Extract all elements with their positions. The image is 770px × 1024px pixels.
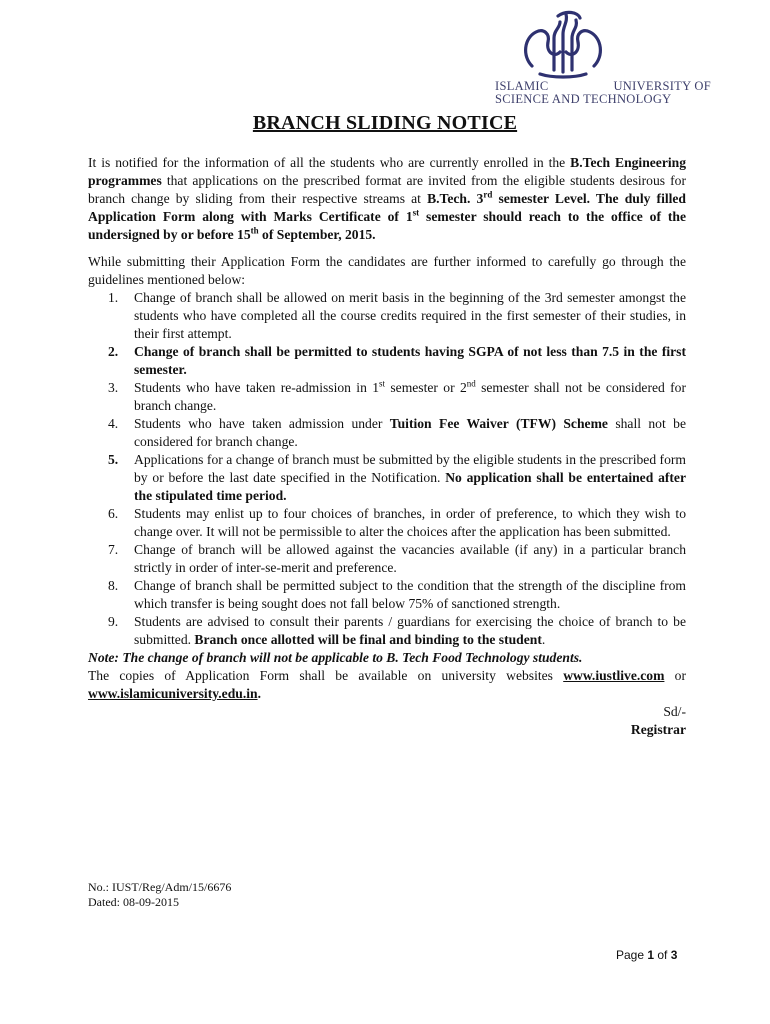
intro-paragraph bbox=[88, 154, 686, 244]
reference-block bbox=[88, 880, 231, 910]
guideline-item: 6. Students may enlist up to four choices of branches, in order of preference, to which they wish to change over. It will not be permissible to alter the choices after the application has been submitted. bbox=[108, 506, 686, 539]
guideline-item: 1. Change of branch shall be allowed on merit basis in the beginning of the 3rd semester amongst the students who have completed all the course credits required in the first semester of their studies, in their first attempt. bbox=[108, 290, 686, 341]
university-name-line1b: UNIVERSITY OF bbox=[613, 79, 711, 93]
guidelines-list bbox=[88, 289, 686, 649]
university-name-line1a: ISLAMIC bbox=[495, 79, 549, 93]
reference-date: Dated: 08-09-2015 bbox=[88, 895, 179, 909]
guideline-item: 2. Change of branch shall be permitted to students having SGPA of not less than 7.5 in the first semester. bbox=[108, 344, 686, 377]
intro-programme: B.Tech Engineering programmes bbox=[88, 155, 687, 188]
guideline-item: 3. Students who have taken re-admission in 1st semester or 2nd semester shall not be considered for branch change. bbox=[108, 378, 686, 413]
copies-paragraph: The copies of Application Form shall be available on university websites www.iustlive.com or www.islamicuniversity.edu.in. bbox=[88, 668, 686, 701]
university-name-line2: SCIENCE AND TECHNOLOGY bbox=[495, 92, 672, 106]
intro-text-2: that applications on the prescribed format are invited from the eligible students desirous for branch change by sliding from their respective streams at bbox=[88, 173, 686, 206]
guidelines-intro: While submitting their Application Form the candidates are further informed to carefully go through the guidelines mentioned below: bbox=[88, 254, 686, 287]
guideline-item: 8. Change of branch shall be permitted subject to the condition that the strength of the discipline from which transfer is being sought does not fall below 75% of sanctioned strength. bbox=[108, 578, 686, 611]
signature-block bbox=[88, 703, 686, 739]
intro-text-1: It is notified for the information of all the students who are currently enrolled in the bbox=[88, 155, 571, 170]
guideline-item: 4. Students who have taken admission under Tuition Fee Waiver (TFW) Scheme shall not be considered for branch change. bbox=[108, 416, 686, 449]
reference-number: No.: IUST/Reg/Adm/15/6676 bbox=[88, 880, 232, 894]
intro-deadline: B.Tech. 3rd semester Level. The duly filled Application Form along with Marks Certificate of 1st semester should reach to the office of the undersigned by or before 15th of September, 2015. bbox=[88, 189, 686, 242]
page-number: Page 1 of 3 bbox=[616, 948, 678, 962]
guideline-item: 5. Applications for a change of branch must be submitted by the eligible students in the prescribed form by or before the last date specified in the Notification. No application shall be entertained after the stipulated time period. bbox=[108, 452, 686, 503]
iustlive-link[interactable]: www.iustlive.com bbox=[563, 668, 665, 683]
signature-sd: Sd/- bbox=[663, 704, 686, 719]
guideline-item: 9. Students are advised to consult their parents / guardians for exercising the choice of branch to be submitted. Branch once allotted will be final and binding to the student. bbox=[108, 614, 686, 647]
islamicuniversity-link[interactable]: www.islamicuniversity.edu.in bbox=[88, 686, 258, 701]
notice-body bbox=[88, 154, 686, 739]
guideline-item: 7. Change of branch will be allowed against the vacancies available (if any) in a particular branch strictly in order of inter-se-merit and preference. bbox=[108, 542, 686, 575]
note-text: Note: The change of branch will not be applicable to B. Tech Food Technology students. bbox=[88, 650, 583, 665]
notice-title: BRANCH SLIDING NOTICE bbox=[252, 112, 518, 134]
signature-registrar: Registrar bbox=[630, 722, 686, 737]
university-logo-icon bbox=[518, 8, 608, 80]
university-name bbox=[495, 80, 727, 106]
